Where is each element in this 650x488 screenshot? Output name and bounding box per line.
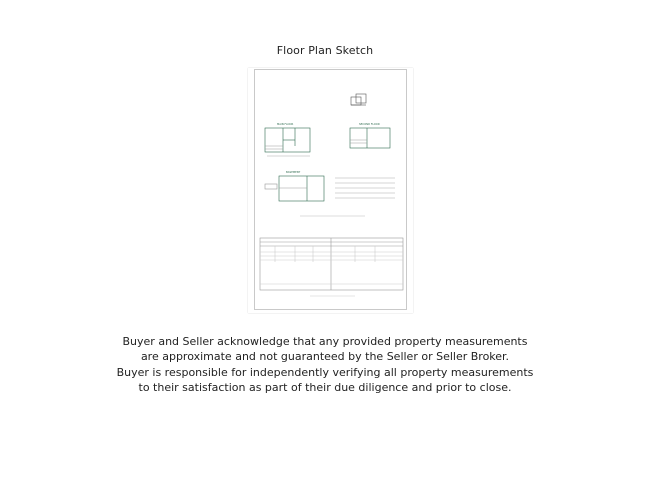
- floor-plan-page: [254, 69, 407, 310]
- main-floor-plan: [265, 128, 310, 156]
- room-measurement-table: [260, 238, 403, 290]
- second-floor-plan: [350, 128, 390, 148]
- house-icon: [351, 94, 366, 105]
- floor-plan-drawing: [255, 70, 408, 311]
- basement-plan: [265, 176, 324, 201]
- floor-plan-document[interactable]: [248, 68, 413, 313]
- disclaimer-line: Buyer is responsible for independently verifying all property measurements: [116, 365, 534, 379]
- disclaimer-line: are approximate and not guaranteed by the Seller or Seller Broker.: [140, 350, 510, 364]
- area-summary-lines: [335, 178, 395, 198]
- floor-label-second: SECOND FLOOR: [359, 123, 380, 126]
- measurement-disclaimer: [100, 334, 550, 395]
- floor-label-main: MAIN FLOOR: [277, 123, 294, 126]
- disclaimer-line: Buyer and Seller acknowledge that any provided property measurements: [122, 335, 528, 348]
- disclaimer-line: to their satisfaction as part of their due diligence and prior to close.: [138, 380, 512, 394]
- floor-label-basement: BASEMENT: [286, 171, 301, 174]
- page-title: Floor Plan Sketch: [276, 44, 374, 57]
